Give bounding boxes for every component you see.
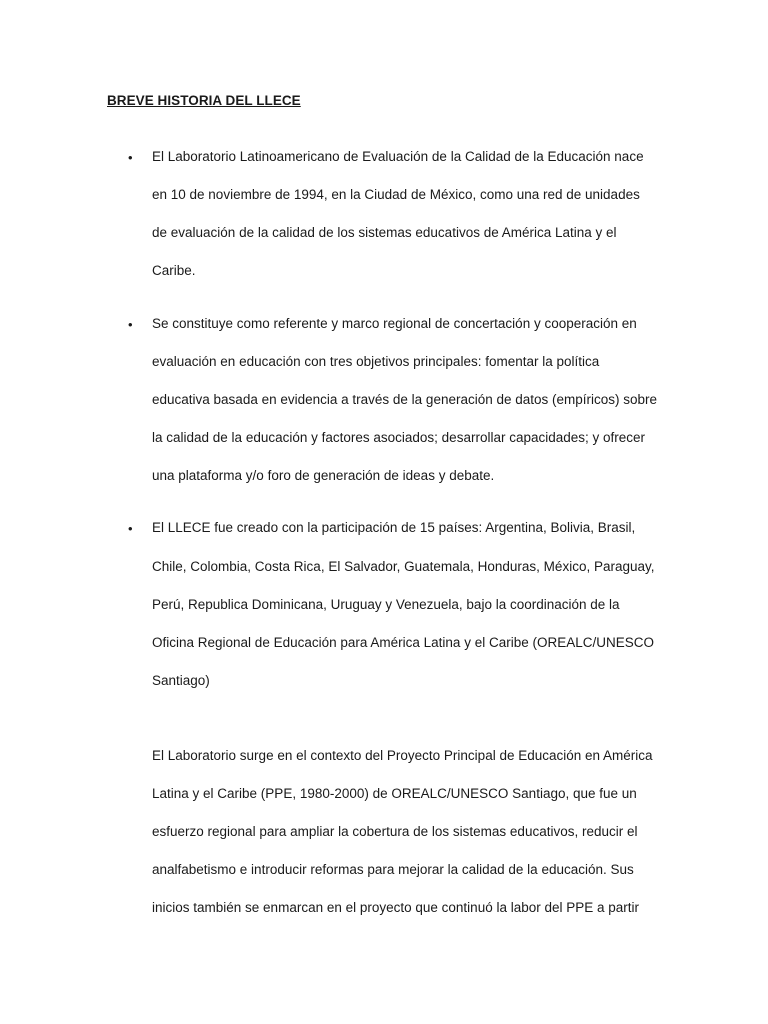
paragraph-line: El Laboratorio Latinoamericano de Evaluación de la Calidad de la Educación nace — [152, 149, 644, 164]
bullet-marker: • — [128, 521, 133, 536]
paragraph-line: esfuerzo regional para ampliar la cobertura de los sistemas educativos, reducir el — [152, 824, 638, 839]
paragraph-line: en 10 de noviembre de 1994, en la Ciudad de México, como una red de unidades — [152, 187, 640, 202]
bullet-marker: • — [128, 150, 133, 165]
paragraph-line: Se constituye como referente y marco regional de concertación y cooperación en — [152, 316, 637, 331]
paragraph-line: Perú, Republica Dominicana, Uruguay y Venezuela, bajo la coordinación de la — [152, 597, 620, 612]
paragraph-line: El LLECE fue creado con la participación de 15 países: Argentina, Bolivia, Brasil, — [152, 520, 636, 535]
paragraph-line: la calidad de la educación y factores asociados; desarrollar capacidades; y ofrecer — [152, 430, 646, 445]
paragraph-line: Oficina Regional de Educación para América Latina y el Caribe (OREALC/UNESCO — [152, 635, 654, 650]
paragraph-line: de evaluación de la calidad de los sistemas educativos de América Latina y el — [152, 225, 617, 240]
paragraph-line: Latina y el Caribe (PPE, 1980-2000) de OREALC/UNESCO Santiago, que fue un — [152, 786, 637, 801]
paragraph-line: Chile, Colombia, Costa Rica, El Salvador, Guatemala, Honduras, México, Paraguay, — [152, 559, 655, 574]
paragraph-line: Caribe. — [152, 263, 196, 278]
paragraph-line: una plataforma y/o foro de generación de ideas y debate. — [152, 468, 495, 483]
paragraph-line: Santiago) — [152, 673, 210, 688]
paragraph-line: educativa basada en evidencia a través de la generación de datos (empíricos) sobre — [152, 392, 658, 407]
bullet-marker: • — [128, 317, 133, 332]
document-title: BREVE HISTORIA DEL LLECE — [107, 93, 301, 108]
paragraph-line: analfabetismo e introducir reformas para mejorar la calidad de la educación. Sus — [152, 862, 634, 877]
paragraph-line: El Laboratorio surge en el contexto del Proyecto Principal de Educación en América — [152, 748, 653, 763]
paragraph-line: evaluación en educación con tres objetivos principales: fomentar la política — [152, 354, 600, 369]
paragraph-line: inicios también se enmarcan en el proyecto que continuó la labor del PPE a partir — [152, 900, 640, 915]
